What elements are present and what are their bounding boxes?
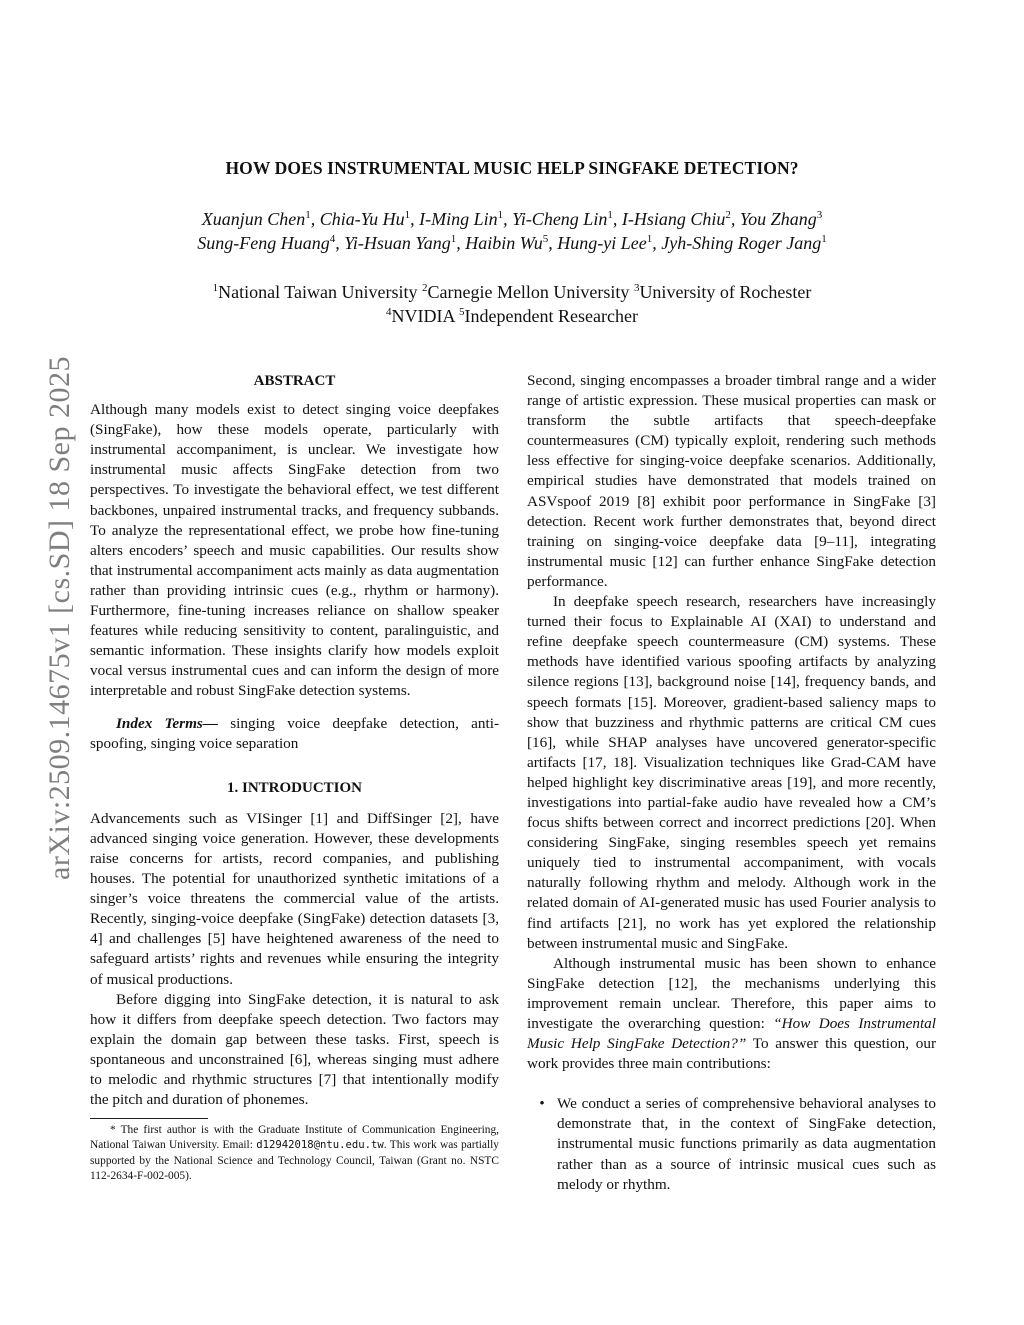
footnote-author-note: * The first author is with the Graduate Institute of Communication Engineering, National Taiwan University. Email: <box>90 1124 499 1152</box>
affiliation-number: 1 <box>212 282 219 294</box>
author-list <box>0 207 1024 255</box>
footnote-divider <box>90 1118 208 1119</box>
author-affiliation-mark: 1 <box>646 233 653 245</box>
author-affiliation-mark: 4 <box>329 233 336 245</box>
author-name: Chia-Yu Hu <box>319 209 405 229</box>
affiliation-number: 2 <box>421 282 428 294</box>
abstract-text: Although many models exist to detect singing voice deepfakes (SingFake), how these models operate, particularly with instrumental accompaniment, is unclear. We investigate how instrumental music affects SingFake detection from two perspectives. To investigate the behavioral effect, we test different backbones, unpaired instrumental tracks, and frequency subbands. To analyze the representational effect, we probe how fine-tuning alters encoders’ speech and music capabilities. Our results show that instrumental accompaniment acts mainly as data augmentation rather than providing intrinsic cues (e.g., rhythm or harmony). Furthermore, fine-tuning increases reliance on shallow speaker features while reducing sensitivity to content, paralinguistic, and semantic information. These insights clarify how models exploit vocal versus instrumental cues and can inform the design of more interpretable and robust SingFake detection systems. <box>90 401 499 700</box>
abstract-heading: ABSTRACT <box>253 373 336 389</box>
author-affiliation-mark: 1 <box>821 233 827 245</box>
bullet-icon: • <box>539 1095 545 1113</box>
author-affiliation-mark: 1 <box>305 209 311 221</box>
index-terms <box>90 714 499 754</box>
author-affiliation-mark: 1 <box>404 209 411 221</box>
footnote-email: d12942018@ntu.edu.tw <box>256 1139 384 1152</box>
affiliation-list <box>0 280 1024 328</box>
author-affiliation-mark: 3 <box>816 209 823 221</box>
paper-title: HOW DOES INSTRUMENTAL MUSIC HELP SINGFAKE DETECTION? <box>225 158 799 178</box>
affiliation-name: Carnegie Mellon University <box>427 282 630 302</box>
footnote <box>90 1123 499 1184</box>
footnote-period: . <box>383 1139 387 1152</box>
index-terms-text: singing voice deepfake detection, anti-spoofing, singing voice separation <box>90 714 499 752</box>
affiliation-name: Independent Researcher <box>464 306 638 326</box>
intro-paragraph-1: Advancements such as VISinger [1] and DiffSinger [2], have advanced singing voice generation. However, these developments raise concerns for artists, record companies, and publishing houses. The potential for unauthorized synthetic imitations of a singer’s voice threatens the commercial value of the artists. Recently, singing-voice deepfake (SingFake) detection datasets [3, 4] and challenges [5] have heightened awareness of the need to safeguard artists’ rights and revenues while ensuring the integrity of musical productions. <box>90 809 499 988</box>
author-affiliation-mark: 1 <box>607 209 613 221</box>
footnote-funding: This work was partially supported by the National Science and Technology Council, Taiwan (Grant no. NSTC 112-2634-F-002-005). <box>90 1139 499 1183</box>
affiliation-name: University of Rochester <box>639 282 812 302</box>
author-name: You Zhang <box>739 209 817 229</box>
left-column <box>90 371 499 1184</box>
intro-paragraph-2: Before digging into SingFake detection, it is natural to ask how it differs from deepfake speech detection. Two factors may explain the domain gap between these tasks. First, speech is spontaneous and unconstrained [6], whereas singing must adhere to melodic and rhythmic structures [7] that intentionally modify the pitch and duration of phonemes. <box>90 990 499 1109</box>
affiliation-number: 4 <box>386 306 392 318</box>
intro-paragraph-3: Second, singing encompasses a broader timbral range and a wider range of artistic expression. These musical properties can mask or transform the subtle artifacts that speech-deepfake countermeasures (CM) typically exploit, rendering such methods less effective for singing-voice deepfake scenarios. Additionally, empirical studies have demonstrated that models trained on ASVspoof 2019 [8] exhibit poor performance in SingFake [3] detection. Recent work further demonstrates that, beyond direct training on singing-voice deepfake data [9–11], integrating instrumental music [12] can further enhance SingFake detection performance. <box>527 372 936 590</box>
author-name: Sung-Feng Huang <box>197 233 330 253</box>
author-name: Yi-Hsuan Yang <box>344 233 451 253</box>
index-terms-label: Index Terms— <box>116 714 218 732</box>
author-name: Hung-yi Lee <box>557 233 647 253</box>
affiliation-line-1 <box>0 280 1024 304</box>
author-name: Yi-Cheng Lin <box>512 209 608 229</box>
author-affiliation-mark: 5 <box>542 233 549 245</box>
intro-paragraph-5 <box>527 954 936 1075</box>
author-name: I-Hsiang Chiu <box>621 209 726 229</box>
right-column <box>527 371 936 1195</box>
arxiv-identifier-stamp: arXiv:2509.14675v1 [cs.SD] 18 Sep 2025 <box>43 356 76 880</box>
author-line-2: Sung-Feng Huang$^4$, Yi-Hsuan Yang$^1$, Haibin Wu$^5$, Hung-yi Lee$^1$, Jyh-Shing Roger Jang$^1$ <box>197 233 827 253</box>
author-affiliation-mark: 1 <box>450 233 457 245</box>
author-name: Jyh-Shing Roger Jang <box>661 233 822 253</box>
research-question: “How Does Instrumental Music Help SingFake Detection?” <box>527 1015 936 1053</box>
intro-paragraph-5-tail: To answer this question, our work provides three main contributions: <box>527 1035 936 1073</box>
intro-paragraph-4: In deepfake speech research, researchers have increasingly turned their focus to Explainable AI (XAI) to understand and refine deepfake speech countermeasure (CM) systems. These methods have identified various spoofing artifacts by analyzing silence regions [13], background noise [14], frequency bands, and speech formats [15]. Moreover, gradient-based saliency maps to show that buzziness and rhythmic patterns are critical CM cues [16], while SHAP analyses have uncovered generator-specific artifacts [17, 18]. Visualization techniques like Grad-CAM have helped highlight key discriminative areas [19], and more recently, investigations into partial-fake audio have revealed how a CM’s focus shifts between correct and incorrect predictions [20]. When considering SingFake, singing resembles speech yet remains uniquely tied to instrumental accompaniment, with vocals naturally following rhythm and melody. Although work in the related domain of AI-generated music has used Fourier analysis to find artifacts [21], no work has yet explored the relationship between instrumental music and SingFake. <box>527 593 936 952</box>
author-name: Xuanjun Chen <box>201 209 306 229</box>
contribution-item <box>527 1094 936 1194</box>
affiliation-name: NVIDIA <box>391 306 455 326</box>
author-name: Haibin Wu <box>465 233 543 253</box>
intro-paragraph-5-text: Although instrumental music has been shown to enhance SingFake detection [12], the mechanisms underlying this improvement remain unclear. Therefore, this paper aims to investigate the overarching question: <box>527 954 936 1032</box>
author-line-1: Xuanjun Chen$^1$, Chia-Yu Hu$^1$, I-Ming Lin$^1$, Yi-Cheng Lin$^1$, I-Hsiang Chiu$^2$, You Zhang$^3$ <box>201 209 823 229</box>
affiliation-line-2 <box>0 304 1024 328</box>
author-affiliation-mark: 2 <box>725 209 731 221</box>
introduction-heading: 1. INTRODUCTION <box>226 779 362 796</box>
author-affiliation-mark: 1 <box>497 209 504 221</box>
affiliation-name: National Taiwan University <box>218 282 418 302</box>
contribution-text: We conduct a series of comprehensive behavioral analyses to demonstrate that, in the context of SingFake detection, instrumental music functions primarily as data augmentation rather than as a source of intrinsic musical cues such as melody or rhythm. <box>557 1095 936 1193</box>
author-name: I-Ming Lin <box>419 209 498 229</box>
affiliation-number: 5 <box>459 306 465 318</box>
affiliation-number: 3 <box>633 282 640 294</box>
contribution-list <box>527 1094 936 1194</box>
